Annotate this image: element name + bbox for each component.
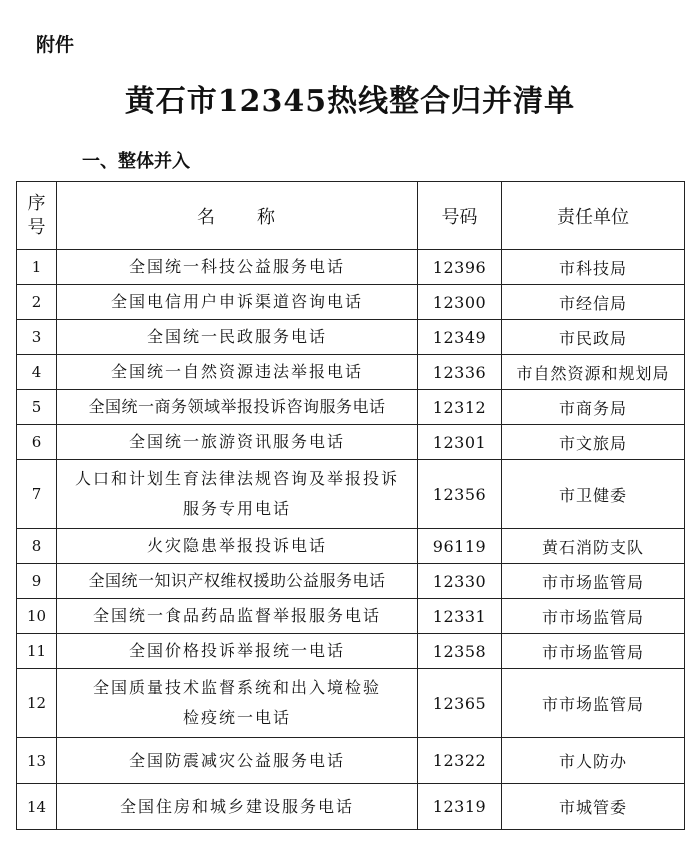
column-header-code: 号码: [418, 182, 502, 250]
hotline-code: 12300: [418, 285, 502, 320]
responsible-unit: 黄石消防支队: [502, 529, 685, 564]
row-number: 14: [17, 784, 57, 830]
table-row: [17, 784, 685, 830]
row-number: 2: [17, 285, 57, 320]
row-number: 9: [17, 564, 57, 599]
responsible-unit: 市市场监管局: [502, 634, 685, 669]
table-row: [17, 460, 685, 529]
responsible-unit: 市民政局: [502, 320, 685, 355]
hotline-name: 全国统一科技公益服务电话: [57, 250, 418, 285]
hotline-name: 全国统一自然资源违法举报电话: [57, 355, 418, 390]
hotline-name: 全国统一商务领域举报投诉咨询服务电话: [57, 390, 418, 425]
hotline-code: 12396: [418, 250, 502, 285]
responsible-unit: 市市场监管局: [502, 599, 685, 634]
hotline-name: 火灾隐患举报投诉电话: [57, 529, 418, 564]
attachment-label: 附件: [36, 34, 75, 56]
responsible-unit: 市科技局: [502, 250, 685, 285]
responsible-unit: 市卫健委: [502, 460, 685, 529]
row-number: 5: [17, 390, 57, 425]
hotline-code: 12312: [418, 390, 502, 425]
hotline-name: 全国统一旅游资讯服务电话: [57, 425, 418, 460]
table-row: [17, 320, 685, 355]
table-row: [17, 355, 685, 390]
seq-header-top: 序: [27, 192, 46, 214]
row-number: 1: [17, 250, 57, 285]
row-number: 10: [17, 599, 57, 634]
row-number: 6: [17, 425, 57, 460]
row-number: 12: [17, 669, 57, 738]
table-row: [17, 634, 685, 669]
hotline-name: 全国电信用户申诉渠道咨询电话: [57, 285, 418, 320]
responsible-unit: 市市场监管局: [502, 564, 685, 599]
table-header-row: [17, 182, 685, 250]
responsible-unit: 市文旅局: [502, 425, 685, 460]
hotline-name: 全国防震减灾公益服务电话: [57, 738, 418, 784]
hotline-code: 12358: [418, 634, 502, 669]
hotline-code: 12322: [418, 738, 502, 784]
row-number: 8: [17, 529, 57, 564]
table-row: [17, 285, 685, 320]
hotline-code: 12356: [418, 460, 502, 529]
table-row: [17, 738, 685, 784]
table-row: [17, 529, 685, 564]
hotline-code: 12365: [418, 669, 502, 738]
table-row: [17, 250, 685, 285]
hotline-code: 12330: [418, 564, 502, 599]
hotline-name: 全国质量技术监督系统和出入境检验检疫统一电话: [57, 669, 418, 738]
hotline-code: 12331: [418, 599, 502, 634]
hotline-code: 12336: [418, 355, 502, 390]
responsible-unit: 市城管委: [502, 784, 685, 830]
table-row: [17, 390, 685, 425]
column-header-dept: 责任单位: [502, 182, 685, 250]
hotline-name: 全国统一民政服务电话: [57, 320, 418, 355]
responsible-unit: 市人防办: [502, 738, 685, 784]
hotline-code: 12319: [418, 784, 502, 830]
hotline-name: 人口和计划生育法律法规咨询及举报投诉服务专用电话: [57, 460, 418, 529]
column-header-name: 名 称: [57, 182, 418, 250]
hotline-code: 96119: [418, 529, 502, 564]
page-title: 黄石市12345热线整合归并清单: [124, 84, 576, 119]
table-row: [17, 425, 685, 460]
hotline-code: 12349: [418, 320, 502, 355]
table-row: [17, 599, 685, 634]
row-number: 13: [17, 738, 57, 784]
row-number: 4: [17, 355, 57, 390]
responsible-unit: 市市场监管局: [502, 669, 685, 738]
table-row: [17, 669, 685, 738]
hotline-table: [16, 181, 685, 830]
hotline-name: 全国住房和城乡建设服务电话: [57, 784, 418, 830]
seq-header-bottom: 号: [27, 216, 46, 238]
row-number: 11: [17, 634, 57, 669]
hotline-code: 12301: [418, 425, 502, 460]
row-number: 3: [17, 320, 57, 355]
hotline-name: 全国统一食品药品监督举报服务电话: [57, 599, 418, 634]
hotline-name: 全国价格投诉举报统一电话: [57, 634, 418, 669]
hotline-name: 全国统一知识产权维权援助公益服务电话: [57, 564, 418, 599]
section-heading: 一、整体并入: [82, 151, 190, 172]
table-row: [17, 564, 685, 599]
column-header-seq: [17, 182, 57, 250]
responsible-unit: 市经信局: [502, 285, 685, 320]
row-number: 7: [17, 460, 57, 529]
responsible-unit: 市自然资源和规划局: [502, 355, 685, 390]
responsible-unit: 市商务局: [502, 390, 685, 425]
